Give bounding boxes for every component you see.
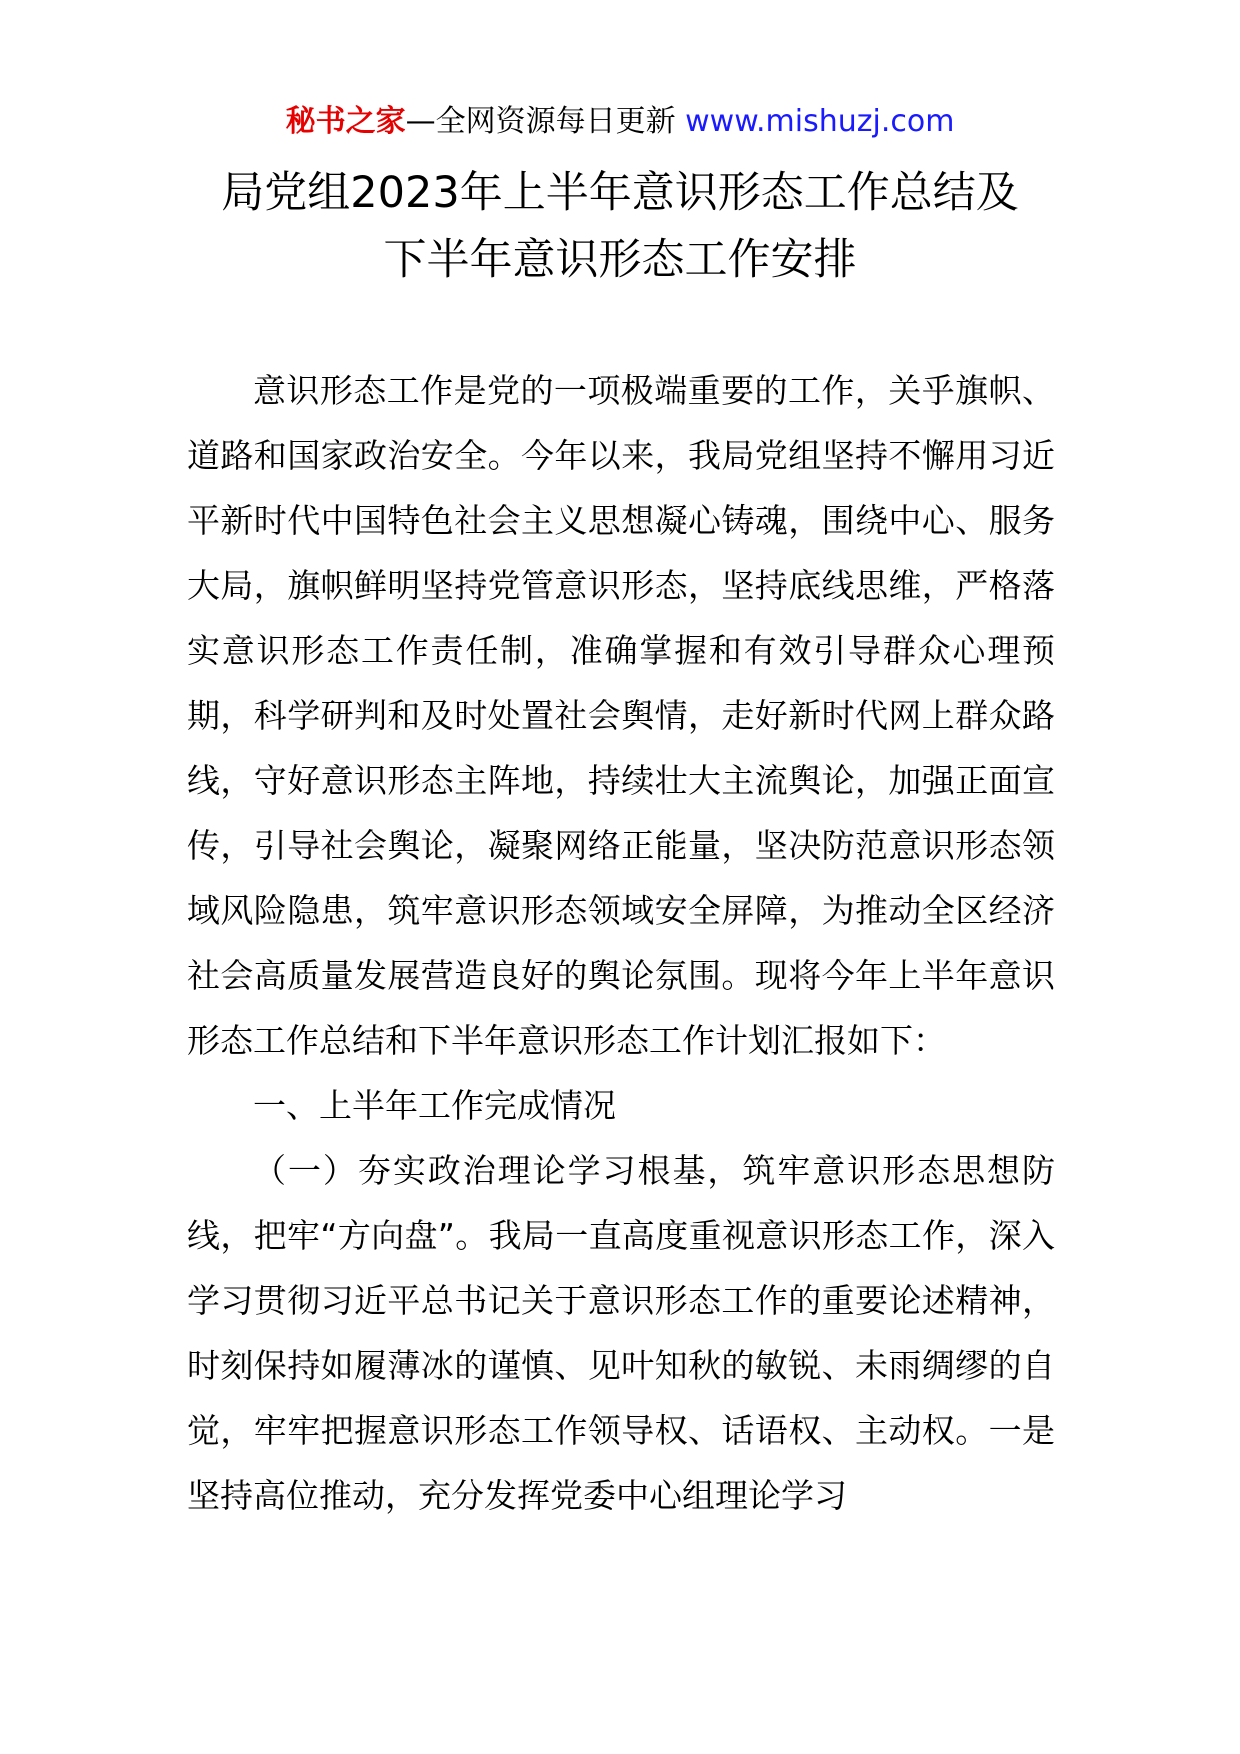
intro-paragraph: 意识形态工作是党的一项极端重要的工作，关乎旗帜、道路和国家政治安全。今年以来，我局党组坚持不懈用习近平新时代中国特色社会主义思想凝心铸魂，围绕中心、服务大局，旗帜鲜明坚持党管意识形态，坚持底线思维，严格落实意识形态工作责任制，准确掌握和有效引导群众心理预期，科学研判和及时处置社会舆情，走好新时代网上群众路线，守好意识形态主阵地，持续壮大主流舆论，加强正面宣传，引导社会舆论，凝聚网络正能量，坚决防范意识形态领域风险隐患，筑牢意识形态领域安全屏障，为推动全区经济社会高质量发展营造良好的舆论氛围。现将今年上半年意识形态工作总结和下半年意识形态工作计划汇报如下：: [187, 371, 1055, 1060]
title-line-1: 局党组2023年上半年意识形态工作总结及: [221, 168, 1019, 218]
document-body: [187, 358, 1055, 1528]
site-tagline: —全网资源每日更新: [405, 104, 676, 139]
document-title: [0, 160, 1240, 294]
site-url-link[interactable]: www.mishuzj.com: [685, 104, 955, 139]
site-brand: 秘书之家: [285, 104, 406, 139]
section-1-paragraph-1: （一）夯实政治理论学习根基，筑牢意识形态思想防线，把牢“方向盘”。我局一直高度重视意识形态工作，深入学习贯彻习近平总书记关于意识形态工作的重要论述精神，时刻保持如履薄冰的谨慎、见叶知秋的敏锐、未雨绸缪的自觉，牢牢把握意识形态工作领导权、话语权、主动权。一是坚持高位推动，充分发挥党委中心组理论学习: [187, 1151, 1055, 1515]
section-1-heading: 一、上半年工作完成情况: [253, 1086, 616, 1125]
title-line-2: 下半年意识形态工作安排: [383, 235, 857, 285]
site-header: [0, 100, 1240, 144]
